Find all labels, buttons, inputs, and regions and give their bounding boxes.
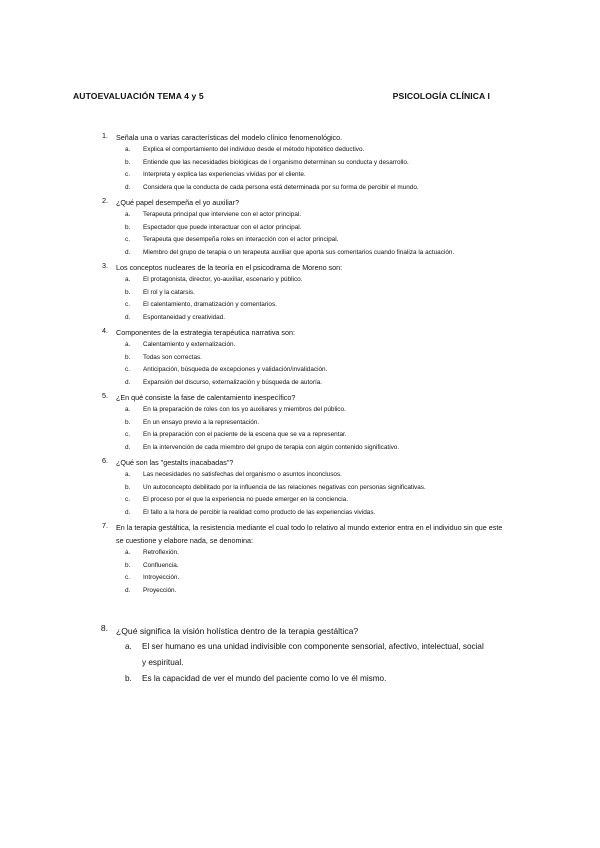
question-1 [73, 131, 510, 194]
option-letter: b. [125, 158, 131, 166]
option-letter: b. [125, 674, 132, 683]
option-letter: d. [125, 443, 131, 451]
option-letter: a. [125, 341, 131, 348]
option-text: Espontaneidad y creatividad. [143, 313, 226, 321]
option-text: Miembro del grupo de terapia o un terapeuta auxiliar que aporta sus comentarios cuando finaliza la actuación. [143, 248, 455, 256]
question-3 [73, 261, 510, 324]
option-text: El fallo a la hora de percibir la realidad como producto de las experiencias vividas. [143, 508, 376, 516]
option-letter: b. [125, 223, 131, 231]
option-text: Retroflexión. [143, 549, 179, 556]
option-letter: a. [125, 642, 132, 651]
option-letter: c. [125, 236, 130, 243]
option-text: Anticipación, búsqueda de excepciones y validación/invalidación. [143, 366, 328, 373]
option [125, 404, 510, 417]
option [125, 144, 510, 157]
option-text: El rol y la catarsis. [143, 288, 195, 296]
option-letter: d. [125, 378, 131, 386]
option-letter: b. [125, 353, 131, 361]
option [125, 209, 510, 222]
option [125, 287, 510, 300]
question-5 [73, 391, 510, 454]
option [125, 572, 510, 585]
option [125, 469, 510, 482]
question-number: 4. [102, 326, 108, 335]
option-letter: d. [125, 183, 131, 191]
option-text: Interpreta y explica las experiencias vividas por el cliente. [143, 171, 306, 178]
option-letter: a. [125, 406, 131, 413]
option-letter: b. [125, 561, 131, 569]
option-text: Es la capacidad de ver el mundo del paciente como lo ve él mismo. [142, 674, 387, 683]
option-text: Entiende que las necesidades biológicas de l organismo determinan su conducta y desarrollo. [143, 158, 409, 166]
option [125, 352, 510, 365]
document-header [73, 91, 490, 101]
option [125, 639, 510, 671]
question-text: En la terapia gestáltica, la resistencia mediante el cual todo lo relativo al mundo exterior entra en el individuo sin que este se cuestione y elabore nada, se denomina: [116, 523, 503, 545]
option [125, 247, 510, 260]
option [125, 442, 510, 455]
option [125, 417, 510, 430]
question-4 [73, 326, 510, 389]
question-number: 8. [100, 623, 108, 633]
question-number: 7. [102, 521, 108, 530]
header-title-right: PSICOLOGÍA CLÍNICA I [392, 91, 490, 101]
option-text: Considera que la conducta de cada persona está determinada por su forma de percibir el mundo. [143, 183, 419, 191]
option-text: Explica el comportamiento del individuo desde el método hipotético deductivo. [143, 146, 365, 153]
option-letter: b. [125, 288, 131, 296]
option-text: Terapeuta que desempeña roles en interacción con el actor principal. [143, 236, 339, 243]
option-text: Espectador que puede interactuar con el actor principal. [143, 223, 302, 231]
option [125, 507, 510, 520]
question-list [0, 131, 600, 687]
option [125, 377, 510, 390]
question-number: 1. [102, 131, 108, 140]
option [125, 671, 510, 687]
option [125, 339, 510, 352]
option-text: Las necesidades no satisfechas del organismo o asuntos inconclusos. [143, 471, 342, 478]
option [125, 299, 510, 312]
option-text: Todas son correctas. [143, 353, 202, 361]
option [125, 560, 510, 573]
option [125, 222, 510, 235]
question-text: Componentes de la estrategia terapéutica narrativa son: [116, 328, 295, 337]
option-text: En la preparación de roles con los yo auxiliares y miembros del público. [143, 406, 346, 413]
question-text: ¿En qué consiste la fase de calentamiento inespecífico? [116, 393, 296, 402]
option-letter: a. [125, 471, 131, 478]
option-text: Terapeuta principal que interviene con el actor principal. [143, 211, 302, 218]
question-text: ¿Qué son las "gestalts inacabadas"? [116, 458, 234, 467]
option-text: Confluencia. [143, 561, 179, 569]
option-text: En un ensayo previo a la representación. [143, 418, 260, 426]
option-text: El ser humano es una unidad indivisible con componente sensorial, afectivo, intelectual, social y espiritual. [142, 642, 484, 667]
option-letter: a. [125, 276, 131, 283]
option-letter: a. [125, 549, 131, 556]
option-text: En la preparación con el paciente de la escena que se va a representar. [143, 431, 347, 438]
option-letter: d. [125, 508, 131, 516]
option-text: El protagonista, director, yo-auxiliar, escenario y público. [143, 276, 303, 283]
option-letter: a. [125, 146, 131, 153]
question-number: 2. [102, 196, 108, 205]
option-letter: a. [125, 211, 131, 218]
option-letter: c. [125, 301, 130, 308]
option [125, 312, 510, 325]
option-text: Un autoconcepto debilitado por la influencia de las relaciones negativas con personas significativas. [143, 483, 426, 491]
option [125, 364, 510, 377]
question-6 [73, 456, 510, 519]
option-letter: c. [125, 171, 130, 178]
option-letter: d. [125, 586, 131, 594]
option [125, 585, 510, 598]
option [125, 494, 510, 507]
question-7 [73, 521, 510, 597]
question-number: 3. [102, 261, 108, 270]
question-8 [73, 623, 510, 687]
question-text: ¿Qué papel desempeña el yo auxiliar? [116, 198, 240, 207]
option-letter: d. [125, 313, 131, 321]
option-text: Calentamiento y externalización. [143, 341, 236, 348]
option [125, 482, 510, 495]
option [125, 274, 510, 287]
option-letter: c. [125, 496, 130, 503]
option-letter: c. [125, 574, 130, 581]
option-letter: b. [125, 483, 131, 491]
option [125, 234, 510, 247]
question-number: 5. [102, 391, 108, 400]
question-text: Señala una o varias características del modelo clínico fenomenológico. [116, 133, 343, 142]
question-2 [73, 196, 510, 259]
option [125, 429, 510, 442]
option [125, 182, 510, 195]
question-number: 6. [102, 456, 108, 465]
option [125, 157, 510, 170]
header-title-left: AUTOEVALUACIÓN TEMA 4 y 5 [73, 91, 204, 101]
option-text: En la intervención de cada miembro del grupo de terapia con algún contenido significativo. [143, 443, 400, 451]
option [125, 169, 510, 182]
option-letter: c. [125, 431, 130, 438]
question-text: ¿Qué significa la visión holística dentro de la terapia gestáltica? [116, 626, 359, 636]
option-text: Expansión del discurso, externalización y búsqueda de autoría. [143, 378, 323, 386]
option-text: Proyección. [143, 586, 177, 594]
option-text: El calentamiento, dramatización y comentarios. [143, 301, 277, 308]
option-letter: c. [125, 366, 130, 373]
option [125, 547, 510, 560]
question-text: Los conceptos nucleares de la teoría en el psicodrama de Moreno son: [116, 263, 343, 272]
option-text: El proceso por el que la experiencia no puede emerger en la conciencia. [143, 496, 348, 503]
option-text: Introyección. [143, 574, 180, 581]
option-letter: b. [125, 418, 131, 426]
option-letter: d. [125, 248, 131, 256]
